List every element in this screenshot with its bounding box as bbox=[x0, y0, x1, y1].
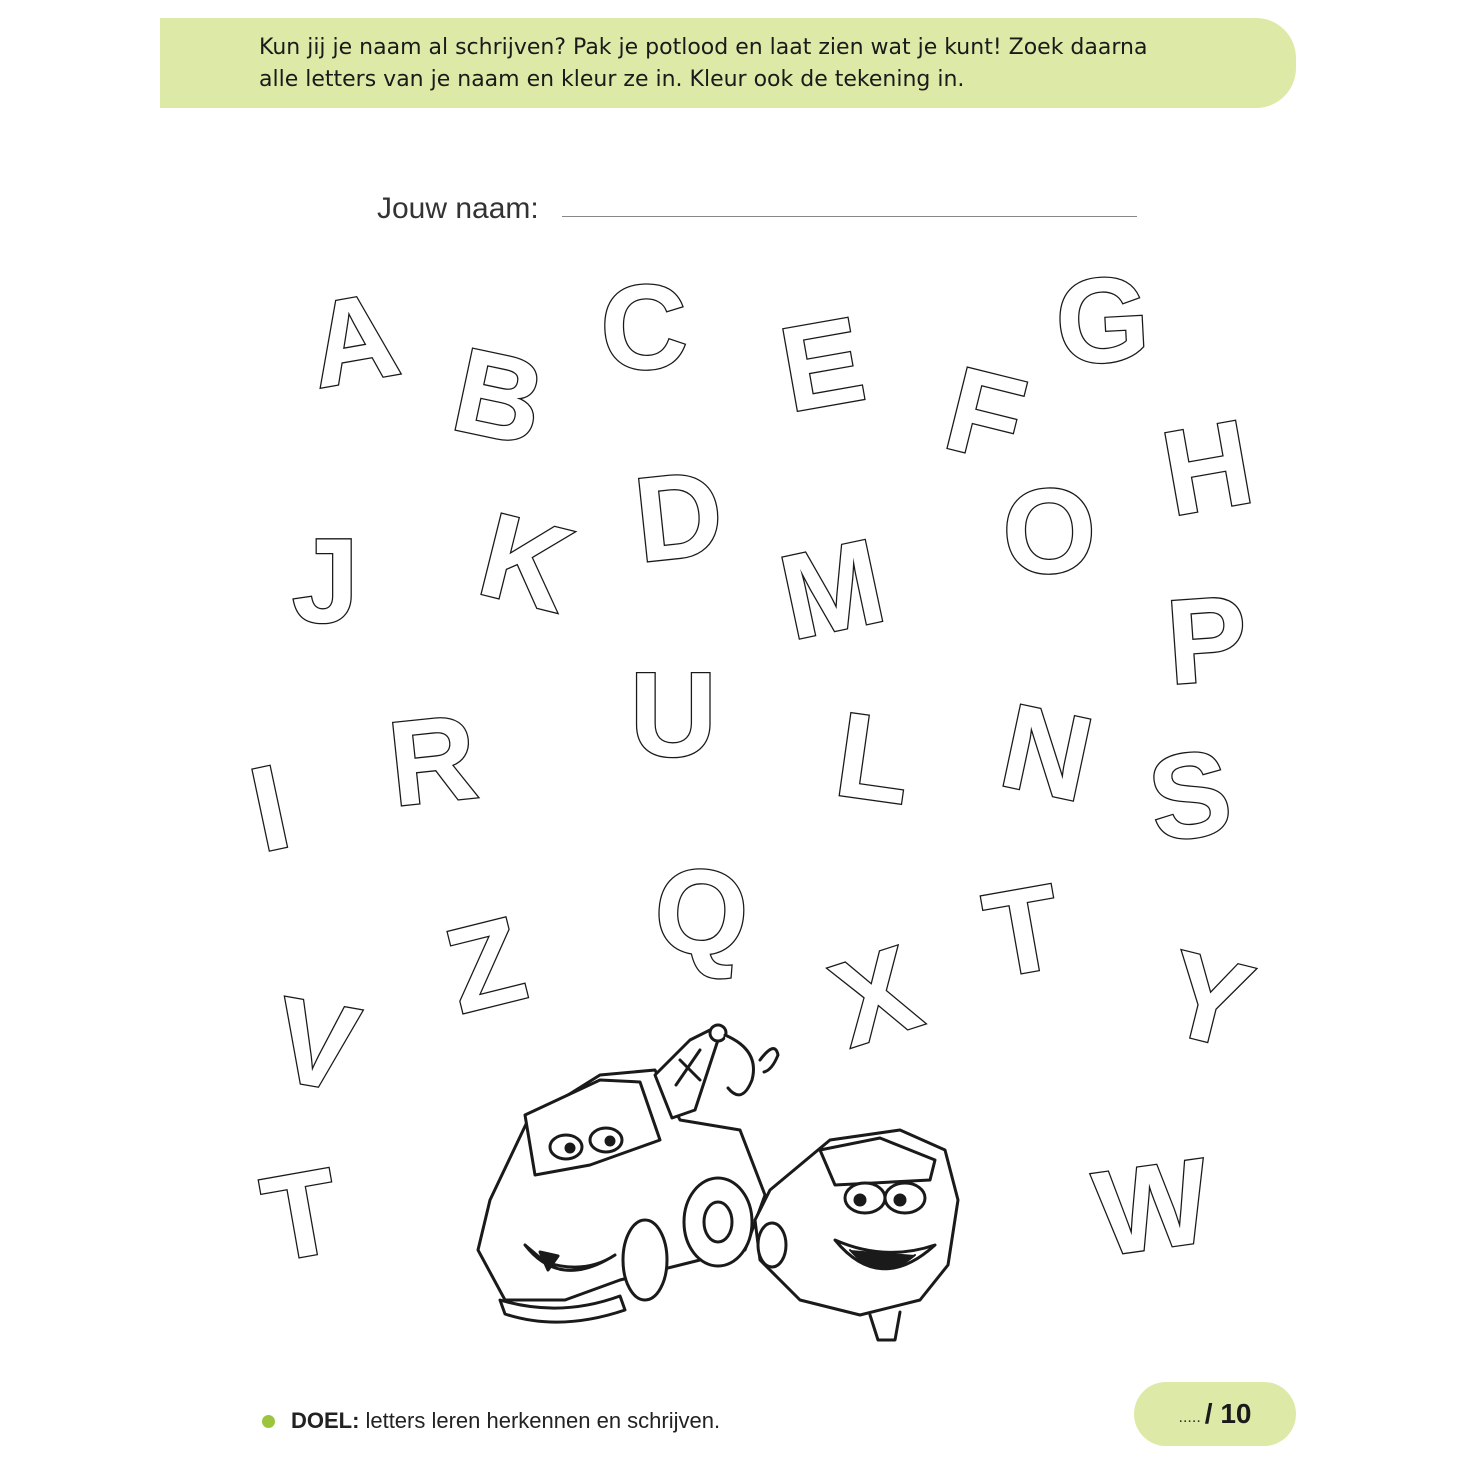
tow-truck-drawing[interactable] bbox=[478, 1025, 958, 1340]
letter-p[interactable]: P bbox=[1162, 570, 1252, 710]
score-box bbox=[1134, 1382, 1296, 1446]
letter-g[interactable]: G bbox=[1052, 251, 1153, 390]
letter-c[interactable]: C bbox=[598, 259, 690, 396]
letter-u[interactable]: U bbox=[630, 648, 717, 782]
instruction-line-1: Kun jij je naam al schrijven? Pak je potlood en laat zien wat je kunt! Zoek daarna bbox=[259, 35, 1148, 60]
letter-b[interactable]: B bbox=[442, 322, 556, 472]
letter-e[interactable]: E bbox=[771, 291, 874, 438]
letter-y[interactable]: Y bbox=[1153, 925, 1264, 1075]
goal-label: DOEL: bbox=[291, 1408, 360, 1433]
letter-k[interactable]: K bbox=[467, 487, 585, 639]
goal-text: letters leren herkennen en schrijven. bbox=[365, 1408, 721, 1433]
letter-i[interactable]: I bbox=[239, 739, 301, 878]
instruction-line-2: alle letters van je naam en kleur ze in. Kleur ook de tekening in. bbox=[259, 67, 965, 92]
letter-d[interactable]: D bbox=[628, 445, 729, 588]
letter-q[interactable]: Q bbox=[650, 842, 753, 983]
name-label: Jouw naam: bbox=[377, 192, 539, 225]
letter-r[interactable]: R bbox=[382, 689, 483, 832]
letter-n[interactable]: N bbox=[990, 678, 1104, 828]
letter-f[interactable]: F bbox=[933, 341, 1038, 489]
goal-row bbox=[262, 1406, 720, 1436]
letter-s[interactable]: S bbox=[1140, 723, 1239, 868]
letter-w[interactable]: W bbox=[1086, 1133, 1218, 1282]
score-total: / 10 bbox=[1204, 1398, 1252, 1429]
letter-l[interactable]: L bbox=[828, 687, 920, 830]
letter-a[interactable]: A bbox=[299, 266, 408, 414]
letter-o[interactable]: O bbox=[1000, 462, 1099, 600]
letter-x[interactable]: X bbox=[816, 920, 935, 1073]
letter-m[interactable]: M bbox=[769, 513, 896, 666]
letter-j[interactable]: J bbox=[292, 514, 359, 648]
letter-t-lower[interactable]: T bbox=[253, 1142, 349, 1288]
letter-t-upper[interactable]: T bbox=[975, 858, 1071, 1004]
bullet-dot bbox=[262, 1415, 275, 1428]
letter-h[interactable]: H bbox=[1153, 394, 1262, 542]
letter-v[interactable]: V bbox=[265, 971, 368, 1118]
letter-z[interactable]: Z bbox=[433, 891, 538, 1040]
score-dots[interactable]: ..... bbox=[1178, 1409, 1201, 1426]
